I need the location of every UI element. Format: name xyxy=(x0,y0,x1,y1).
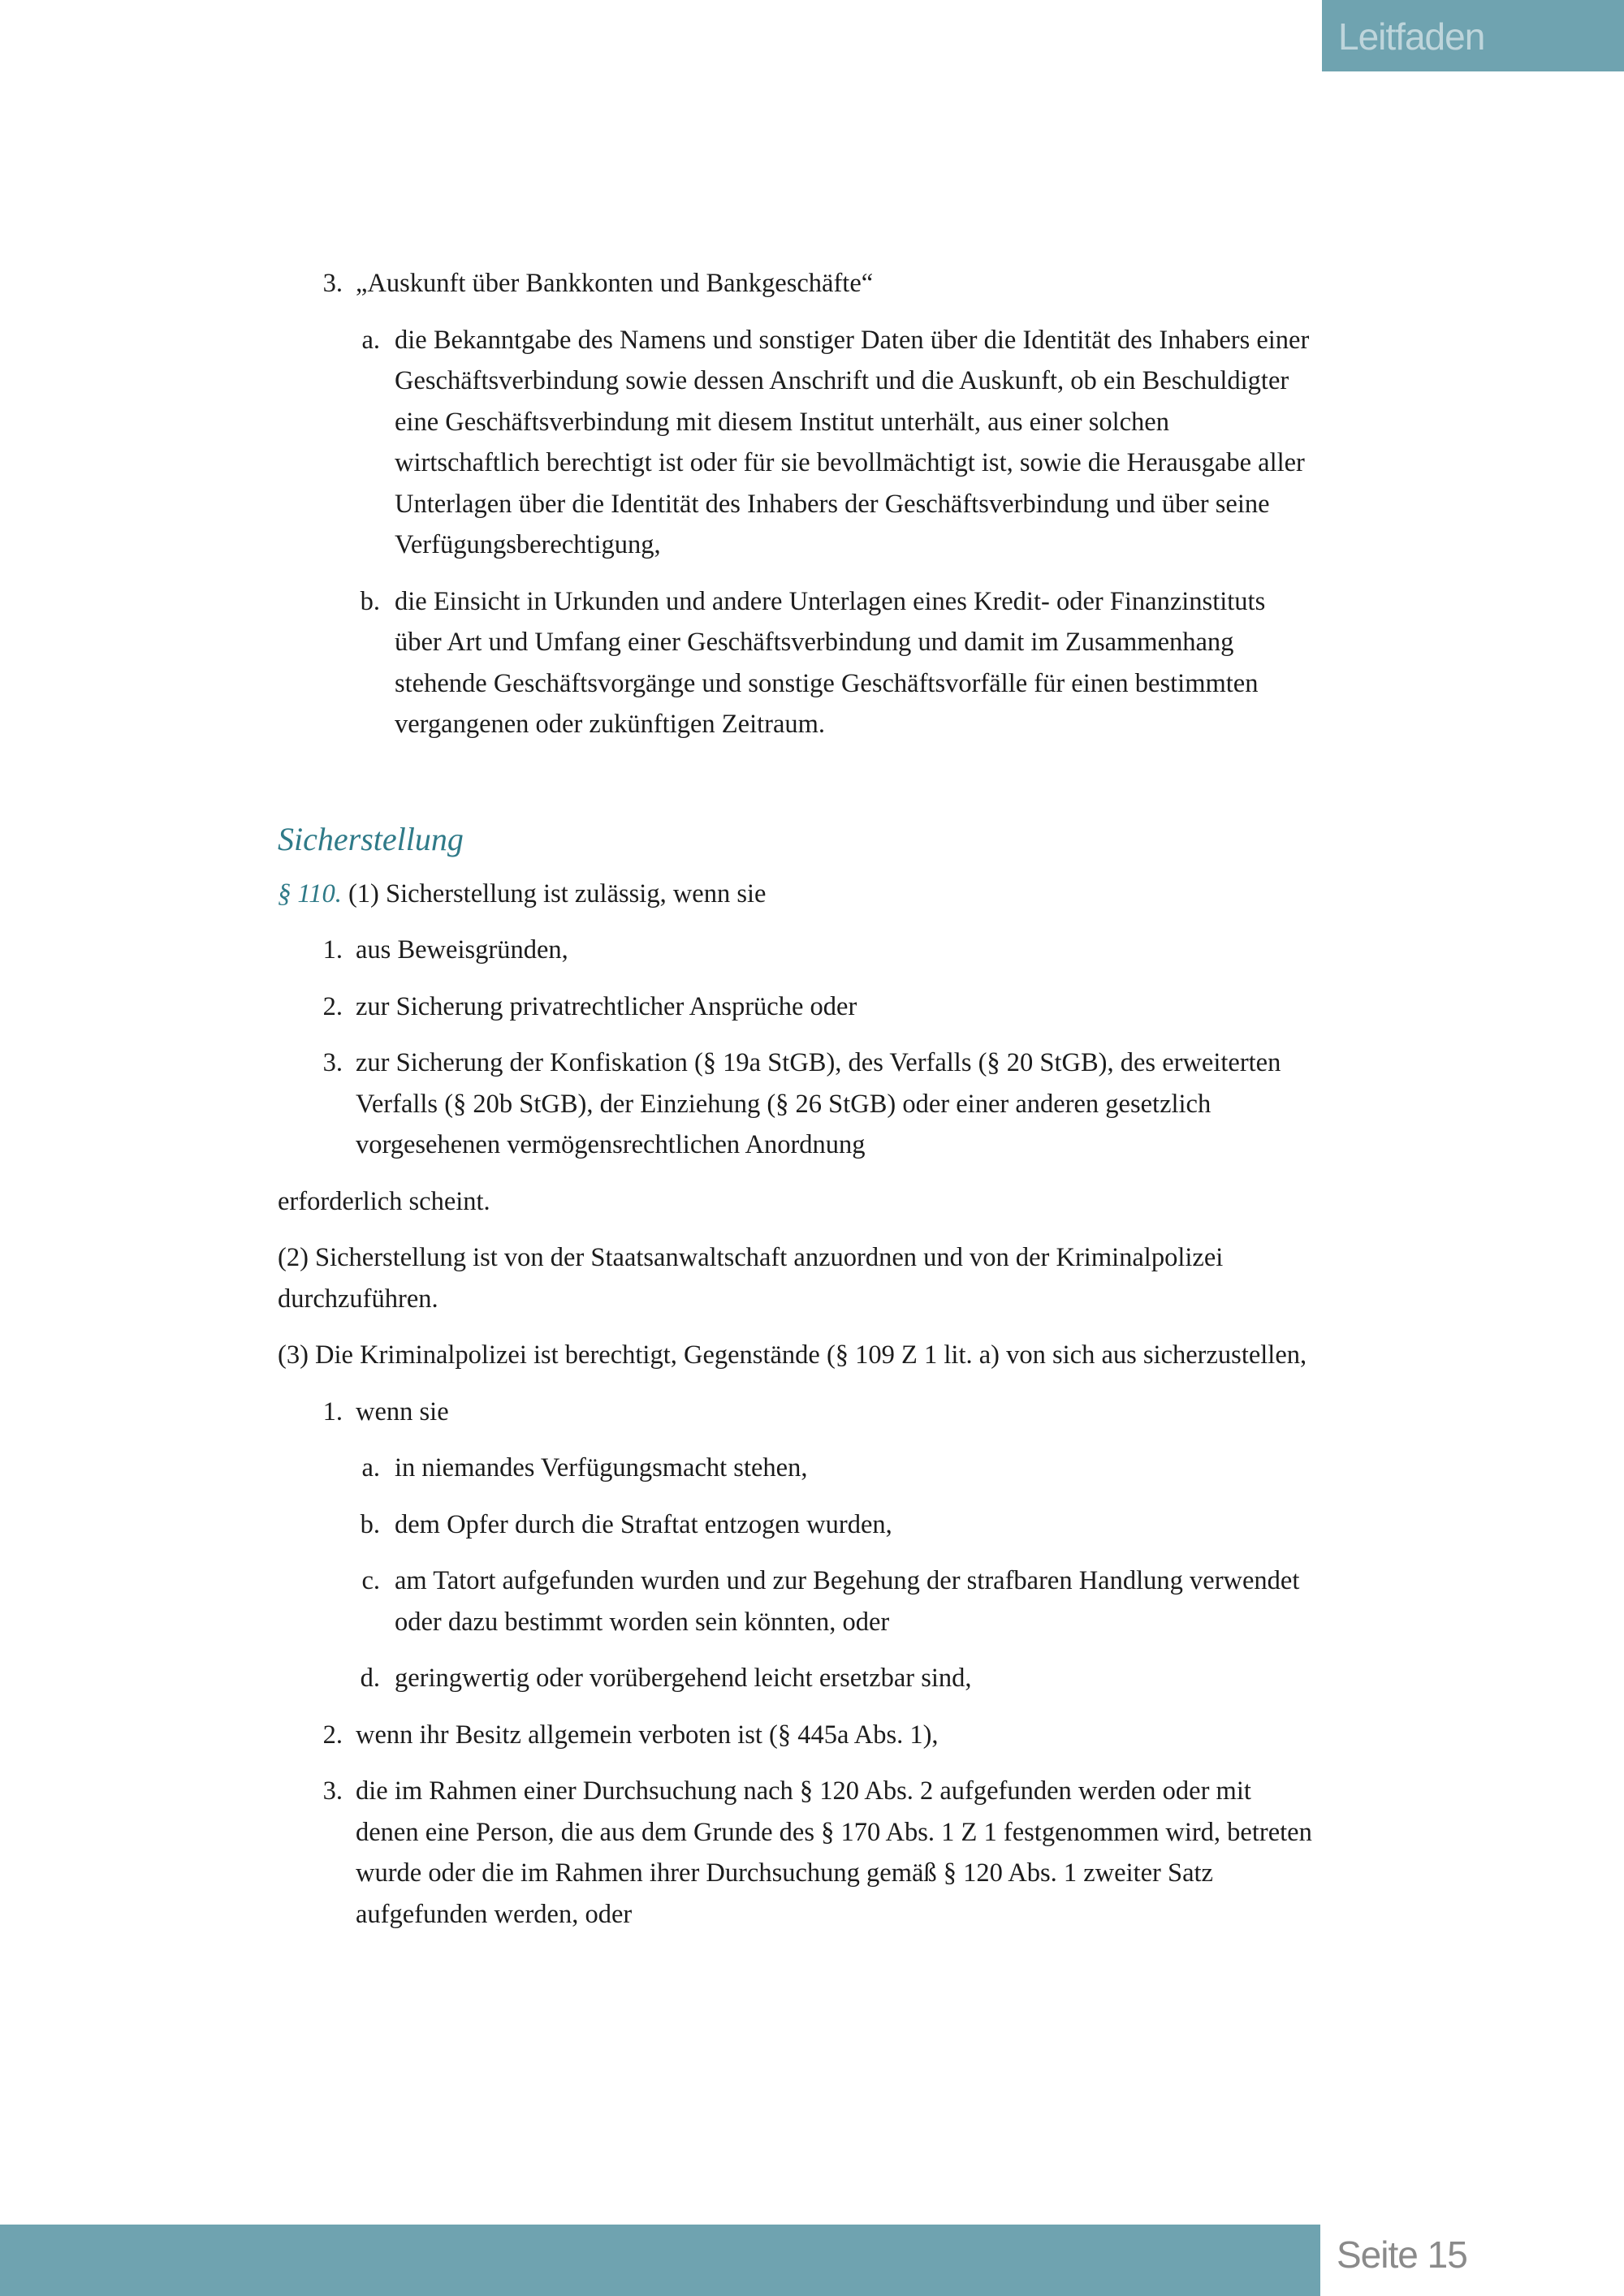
section-heading: Sicherstellung xyxy=(278,820,464,857)
sub-list-item xyxy=(278,1560,1317,1642)
section-reference: § 110. xyxy=(278,878,342,908)
paragraph-text: (1) Sicherstellung ist zulässig, wenn sie xyxy=(348,878,767,908)
list-item-text: geringwertig oder vorübergehend leicht ersetzbar sind, xyxy=(395,1664,972,1693)
sub-list-item xyxy=(278,1504,1317,1546)
list-marker: 2. xyxy=(322,1720,343,1750)
list-marker: d. xyxy=(360,1664,380,1693)
sub-list-item xyxy=(278,1448,1317,1489)
list-item-text: am Tatort aufgefunden wurden und zur Begehung der strafbaren Handlung verwendet oder dazu bestimmt worden sein könnten, oder xyxy=(395,1566,1300,1637)
list-item-text: wenn sie xyxy=(356,1396,449,1426)
list-item-text: zur Sicherung privatrechtlicher Ansprüche oder xyxy=(356,991,857,1021)
sub-list-item xyxy=(278,320,1317,566)
list-item-text: die Bekanntgabe des Namens und sonstiger Daten über die Identität des Inhabers einer Geschäftsverbindung sowie dessen Anschrift und die Auskunft, ob ein Beschuldigter eine Geschäftsverbindung mit diesem Institut unterhält, aus einer solchen wirtschaftlich berechtigt ist oder für sie bevollmächtigt ist, sowie die Herausgabe aller Unterlagen über die Identität des Inhabers der Geschäftsverbindung und über seine Verfügungsberechtigung, xyxy=(395,325,1310,559)
paragraph-1 xyxy=(278,874,1317,915)
list-marker: 2. xyxy=(322,991,343,1021)
list-item-text: die Einsicht in Urkunden und andere Unterlagen eines Kredit- oder Finanzinstituts über Art und Umfang einer Geschäftsverbindung und damit im Zusammenhang stehende Geschäftsvorgänge und sonstige Geschäftsvorfälle für einen bestimmten vergangenen oder zukünftigen Zeitraum. xyxy=(395,586,1266,739)
header-tab xyxy=(1322,0,1624,71)
list-item-text: die im Rahmen einer Durchsuchung nach § 120 Abs. 2 aufgefunden werden oder mit denen eine Person, die aus dem Grunde des § 170 Abs. 1 Z 1 festgenommen wird, betreten wurde oder die im Rahmen ihrer Durchsuchung gemäß § 120 Abs. 1 zweiter Satz aufgefunden werden, oder xyxy=(356,1776,1312,1929)
list-marker: 1. xyxy=(322,1396,343,1426)
header-tab-label: Leitfaden xyxy=(1338,15,1485,58)
list-item xyxy=(278,1771,1317,1935)
list-item-text: aus Beweisgründen, xyxy=(356,935,568,965)
list-item xyxy=(278,1715,1317,1756)
page-content xyxy=(278,263,1317,1950)
list-item-text: „Auskunft über Bankkonten und Bankgeschäfte“ xyxy=(356,269,874,298)
list-marker: 3. xyxy=(322,1048,343,1077)
list-marker: 3. xyxy=(322,269,343,298)
paragraph-3: (3) Die Kriminalpolizei ist berechtigt, Gegenstände (§ 109 Z 1 lit. a) von sich aus sicherzustellen, xyxy=(278,1340,1307,1370)
list-item xyxy=(278,930,1317,971)
paragraph-2: (2) Sicherstellung ist von der Staatsanwaltschaft anzuordnen und von der Kriminalpolizei durchzuführen. xyxy=(278,1243,1224,1314)
sub-list-item xyxy=(278,581,1317,745)
list-item-text: zur Sicherung der Konfiskation (§ 19a StGB), des Verfalls (§ 20 StGB), des erweiterten Verfalls (§ 20b StGB), der Einziehung (§ 26 StGB) oder einer anderen gesetzlich vorgesehenen vermögensrechtlichen Anordnung xyxy=(356,1048,1281,1159)
list-item xyxy=(278,1042,1317,1166)
sub-list-item xyxy=(278,1658,1317,1699)
list-marker: c. xyxy=(361,1566,380,1595)
list-marker: a. xyxy=(361,1453,380,1482)
list-item xyxy=(278,1392,1317,1433)
paragraph-closing: erforderlich scheint. xyxy=(278,1186,490,1216)
list-item xyxy=(278,986,1317,1028)
list-item-text: wenn ihr Besitz allgemein verboten ist (§ 445a Abs. 1), xyxy=(356,1720,939,1750)
list-item xyxy=(278,263,1317,304)
list-marker: 3. xyxy=(322,1776,343,1806)
list-item-text: in niemandes Verfügungsmacht stehen, xyxy=(395,1453,808,1482)
list-marker: a. xyxy=(361,325,380,355)
list-marker: 1. xyxy=(322,935,343,965)
list-marker: b. xyxy=(360,586,380,616)
footer-bar xyxy=(0,2225,1320,2296)
list-marker: b. xyxy=(360,1509,380,1539)
page-number: Seite 15 xyxy=(1337,2233,1467,2276)
list-item-text: dem Opfer durch die Straftat entzogen wurden, xyxy=(395,1509,892,1539)
